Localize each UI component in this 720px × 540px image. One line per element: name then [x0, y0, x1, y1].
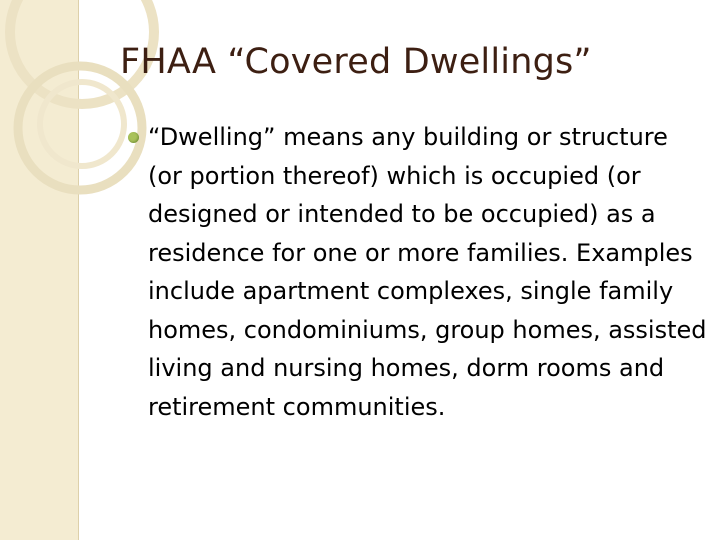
bullet-list [128, 118, 708, 426]
green-circle-bullet-icon [128, 132, 139, 143]
bullet-item [128, 118, 708, 426]
slide-title: FHAA “Covered Dwellings” [120, 42, 592, 82]
inner-ring-icon [40, 82, 124, 166]
bullet-text: “Dwelling” means any building or structure (or portion thereof) which is occupied (or designed or intended to be occupied) as a residence for one or more families. Examples include apartment complexes, single family homes, condominiums, group homes, assisted living and nursing homes, dorm rooms and retirement communities. [148, 123, 707, 421]
